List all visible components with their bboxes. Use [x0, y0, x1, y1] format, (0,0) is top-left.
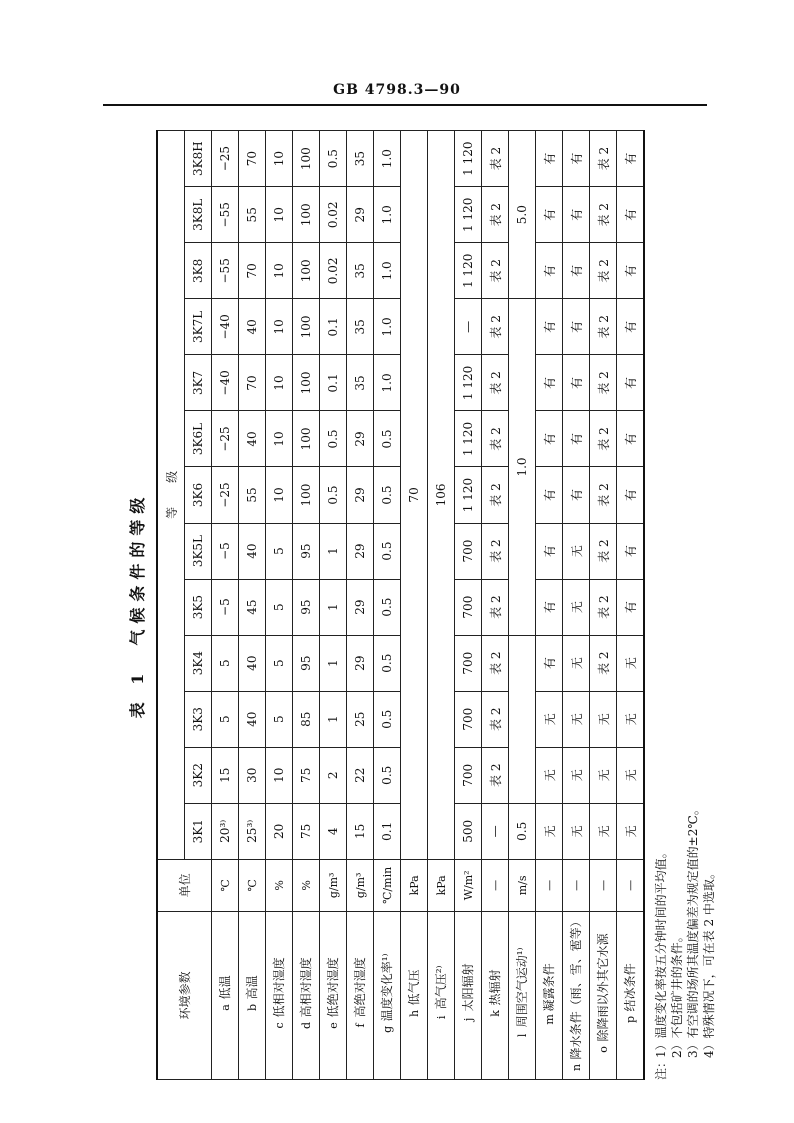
- value-cell: 5: [266, 579, 293, 635]
- grade-header-3k8: 3K8: [185, 243, 212, 299]
- grade-header-3k4: 3K4: [185, 635, 212, 691]
- value-cell: 40: [239, 635, 266, 691]
- param-name: 高相对湿度: [298, 957, 313, 1018]
- unit-cell: ℃: [212, 859, 239, 911]
- value-cell: 40: [239, 299, 266, 355]
- value-cell: 无: [617, 803, 645, 859]
- grade-header-3k5l: 3K5L: [185, 523, 212, 579]
- value-cell: 35: [347, 131, 374, 187]
- unit-cell: ℃: [239, 859, 266, 911]
- value-cell: 100: [293, 187, 320, 243]
- merged-value-cell: 70: [401, 131, 428, 860]
- value-cell: 0.5: [320, 131, 347, 187]
- value-cell: 0.02: [320, 243, 347, 299]
- table-row: [509, 131, 536, 1080]
- value-cell: 表 2: [482, 355, 509, 411]
- row-letter: m: [542, 1014, 556, 1025]
- value-cell: 表 2: [482, 747, 509, 803]
- value-cell: 表 2: [482, 131, 509, 187]
- value-cell: 无: [563, 523, 590, 579]
- row-letter: d: [299, 1021, 313, 1029]
- table-row: [617, 131, 645, 1080]
- value-cell: 35: [347, 299, 374, 355]
- standard-code-header: GB 4798.3—90: [333, 82, 461, 98]
- note-lead: 注：: [654, 1055, 668, 1080]
- value-cell: 有: [563, 411, 590, 467]
- value-cell: 10: [266, 131, 293, 187]
- table-row: [212, 131, 239, 1080]
- value-cell: 无: [590, 691, 617, 747]
- value-cell: 20³⁾: [212, 803, 239, 859]
- value-cell: 29: [347, 411, 374, 467]
- param-name: 高绝对湿度: [352, 957, 367, 1018]
- value-cell: 有: [617, 299, 645, 355]
- value-cell: 表 2: [590, 355, 617, 411]
- value-cell: 表 2: [590, 635, 617, 691]
- row-letter: l: [515, 1033, 529, 1038]
- table-row: [428, 131, 455, 1080]
- value-cell: 700: [455, 579, 482, 635]
- table-row: [563, 131, 590, 1080]
- value-cell: 有: [536, 131, 563, 187]
- value-cell: 1 120: [455, 355, 482, 411]
- value-cell: 5: [266, 635, 293, 691]
- param-name: 热辐射: [487, 969, 502, 1006]
- value-cell: 无: [617, 691, 645, 747]
- value-cell: 无: [563, 691, 590, 747]
- value-cell: 700: [455, 635, 482, 691]
- value-cell: −5: [212, 523, 239, 579]
- value-cell: 表 2: [482, 691, 509, 747]
- param-name: 低相对湿度: [271, 957, 286, 1018]
- value-cell: 0.5: [374, 523, 401, 579]
- value-cell: −25: [212, 411, 239, 467]
- value-cell: 1 120: [455, 131, 482, 187]
- value-cell: 有: [536, 523, 563, 579]
- param-name: 高温: [244, 975, 259, 1000]
- unit-cell: g/m³: [347, 859, 374, 911]
- grade-header-3k6: 3K6: [185, 467, 212, 523]
- value-cell: 1 120: [455, 187, 482, 243]
- param-name: 温度变化率¹⁾: [379, 953, 394, 1022]
- value-cell: 700: [455, 747, 482, 803]
- row-letter: f: [353, 1023, 367, 1028]
- value-cell: 15: [212, 747, 239, 803]
- value-cell: 35: [347, 355, 374, 411]
- value-cell: 75: [293, 803, 320, 859]
- value-cell: 95: [293, 523, 320, 579]
- value-cell: 1.0: [374, 243, 401, 299]
- value-cell: 有: [563, 131, 590, 187]
- param-cell: [374, 911, 401, 1079]
- value-cell: 无: [536, 691, 563, 747]
- climate-conditions-table: [156, 130, 645, 1080]
- value-cell: 无: [536, 803, 563, 859]
- value-cell: 15: [347, 803, 374, 859]
- param-name: 低绝对湿度: [325, 957, 340, 1018]
- blank-span-cell: [509, 635, 536, 803]
- value-cell: 55: [239, 467, 266, 523]
- value-cell: 85: [293, 691, 320, 747]
- value-cell: 5: [212, 691, 239, 747]
- value-cell: 100: [293, 467, 320, 523]
- value-cell: 1 120: [455, 411, 482, 467]
- value-cell: 有: [536, 187, 563, 243]
- header-rule: [103, 104, 707, 106]
- row-letter: e: [326, 1022, 340, 1029]
- value-cell: 无: [536, 747, 563, 803]
- value-cell: 有: [536, 411, 563, 467]
- unit-cell: kPa: [428, 859, 455, 911]
- param-cell: [455, 911, 482, 1079]
- value-cell: 70: [239, 243, 266, 299]
- value-cell: 95: [293, 579, 320, 635]
- unit-cell: —: [563, 859, 590, 911]
- value-cell: 10: [266, 299, 293, 355]
- value-cell: 29: [347, 523, 374, 579]
- value-cell: 10: [266, 747, 293, 803]
- value-cell: 45: [239, 579, 266, 635]
- value-cell: 表 2: [482, 411, 509, 467]
- param-name: 凝露条件: [541, 963, 556, 1012]
- param-cell: [536, 911, 563, 1079]
- value-cell: 表 2: [590, 467, 617, 523]
- table-row: [266, 131, 293, 1080]
- value-cell: 22: [347, 747, 374, 803]
- value-cell: 1 120: [455, 243, 482, 299]
- param-name: 太阳辐射: [460, 963, 475, 1012]
- value-cell: —: [482, 803, 509, 859]
- param-cell: [320, 911, 347, 1079]
- table-notes: [653, 130, 717, 1080]
- value-cell: 1.0: [374, 355, 401, 411]
- rotated-table-block: [120, 130, 716, 1080]
- param-cell: [401, 911, 428, 1079]
- row-letter: o: [596, 1046, 610, 1053]
- value-cell: 10: [266, 411, 293, 467]
- value-cell: 有: [536, 579, 563, 635]
- value-cell: 无: [563, 803, 590, 859]
- param-name: 周围空气运动¹⁾: [514, 947, 529, 1028]
- row-letter: b: [245, 1003, 259, 1011]
- unit-cell: kPa: [401, 859, 428, 911]
- table-row: [320, 131, 347, 1080]
- param-cell: [590, 911, 617, 1079]
- value-cell: 70: [239, 355, 266, 411]
- value-cell: 4: [320, 803, 347, 859]
- param-cell: [509, 911, 536, 1079]
- value-cell: 有: [536, 467, 563, 523]
- value-cell: 10: [266, 243, 293, 299]
- header-unit: 单位: [157, 859, 212, 911]
- table-row: [401, 131, 428, 1080]
- value-cell: 20: [266, 803, 293, 859]
- value-cell: 0.5: [374, 635, 401, 691]
- grade-header-3k1: 3K1: [185, 803, 212, 859]
- table-row: [536, 131, 563, 1080]
- param-cell: [428, 911, 455, 1079]
- unit-cell: %: [266, 859, 293, 911]
- value-cell: 75: [293, 747, 320, 803]
- value-cell: 700: [455, 523, 482, 579]
- grade-header-3k7l: 3K7L: [185, 299, 212, 355]
- value-cell: 表 2: [482, 467, 509, 523]
- param-cell: [617, 911, 645, 1079]
- value-cell: 无: [590, 747, 617, 803]
- value-cell: 有: [617, 187, 645, 243]
- value-cell: 有: [617, 131, 645, 187]
- row-letter: h: [407, 1009, 421, 1017]
- unit-cell: —: [482, 859, 509, 911]
- table-row: [293, 131, 320, 1080]
- value-cell: 5: [266, 523, 293, 579]
- grade-header-3k3: 3K3: [185, 691, 212, 747]
- value-cell: −40: [212, 299, 239, 355]
- param-cell: [482, 911, 509, 1079]
- note-text: 2）不包括矿井的条件。: [670, 930, 684, 1058]
- value-cell: −55: [212, 187, 239, 243]
- unit-cell: g/m³: [320, 859, 347, 911]
- value-cell: 5: [212, 635, 239, 691]
- value-cell: 35: [347, 243, 374, 299]
- value-cell: 1.0: [374, 187, 401, 243]
- param-cell: [293, 911, 320, 1079]
- param-name: 除降雨以外其它水源: [595, 933, 610, 1042]
- value-cell: 29: [347, 467, 374, 523]
- row-letter: a: [218, 1004, 232, 1011]
- value-cell: 有: [617, 355, 645, 411]
- value-cell: 有: [563, 355, 590, 411]
- value-cell: 表 2: [590, 131, 617, 187]
- row-letter: k: [488, 1010, 502, 1017]
- notes-list: [653, 130, 717, 1080]
- value-cell: 0.02: [320, 187, 347, 243]
- note-line: [701, 130, 717, 1080]
- value-cell: −25: [212, 131, 239, 187]
- value-cell: 10: [266, 355, 293, 411]
- note-text: 4）特殊情况下，可在表 2 中选取。: [702, 867, 716, 1058]
- note-line: [669, 130, 685, 1080]
- value-cell: 无: [563, 635, 590, 691]
- value-cell: −55: [212, 243, 239, 299]
- value-cell: 55: [239, 187, 266, 243]
- value-cell: 0.1: [374, 803, 401, 859]
- header-param: 环境参数: [157, 911, 212, 1079]
- value-cell: 29: [347, 635, 374, 691]
- grade-header-3k2: 3K2: [185, 747, 212, 803]
- row-letter: j: [461, 1017, 475, 1022]
- value-cell: 100: [293, 355, 320, 411]
- grade-header-3k8h: 3K8H: [185, 131, 212, 187]
- table-body: [212, 131, 645, 1080]
- value-cell: 表 2: [482, 579, 509, 635]
- value-cell: 1: [320, 579, 347, 635]
- value-cell: 100: [293, 243, 320, 299]
- value-cell: 29: [347, 579, 374, 635]
- value-cell: 表 2: [482, 299, 509, 355]
- value-cell: 表 2: [590, 523, 617, 579]
- note-line: [685, 130, 701, 1080]
- unit-cell: W/m²: [455, 859, 482, 911]
- merged-value-cell: 1.0: [509, 299, 536, 635]
- param-cell: [347, 911, 374, 1079]
- value-cell: 25³⁾: [239, 803, 266, 859]
- grade-header-3k5: 3K5: [185, 579, 212, 635]
- value-cell: 有: [563, 243, 590, 299]
- param-cell: [563, 911, 590, 1079]
- param-cell: [239, 911, 266, 1079]
- unit-cell: —: [617, 859, 645, 911]
- value-cell: 500: [455, 803, 482, 859]
- param-name: 降水条件（雨、雪、雹等）: [568, 915, 583, 1060]
- param-cell: [212, 911, 239, 1079]
- value-cell: 表 2: [590, 579, 617, 635]
- value-cell: 40: [239, 691, 266, 747]
- value-cell: 表 2: [482, 635, 509, 691]
- value-cell: 有: [617, 243, 645, 299]
- value-cell: 25: [347, 691, 374, 747]
- row-letter: c: [272, 1022, 286, 1029]
- value-cell: 30: [239, 747, 266, 803]
- value-cell: 有: [617, 411, 645, 467]
- value-cell: 1 120: [455, 467, 482, 523]
- value-cell: 表 2: [482, 187, 509, 243]
- value-cell: 0.5: [374, 467, 401, 523]
- table-row: [239, 131, 266, 1080]
- value-cell: 无: [563, 579, 590, 635]
- value-cell: 0.1: [320, 299, 347, 355]
- value-cell: 表 2: [590, 411, 617, 467]
- value-cell: 1: [320, 523, 347, 579]
- param-name: 高气压²⁾: [433, 965, 448, 1010]
- row-letter: i: [434, 1015, 448, 1020]
- value-cell: 1.0: [374, 131, 401, 187]
- value-cell: 10: [266, 467, 293, 523]
- value-cell: 10: [266, 187, 293, 243]
- value-cell: 有: [563, 187, 590, 243]
- table-row: [374, 131, 401, 1080]
- value-cell: 0.1: [320, 355, 347, 411]
- table-row: [590, 131, 617, 1080]
- value-cell: 有: [617, 579, 645, 635]
- value-cell: 95: [293, 635, 320, 691]
- unit-cell: ℃/min: [374, 859, 401, 911]
- value-cell: 100: [293, 131, 320, 187]
- value-cell: 2: [320, 747, 347, 803]
- value-cell: −40: [212, 355, 239, 411]
- value-cell: 有: [617, 523, 645, 579]
- value-cell: 0.5: [374, 579, 401, 635]
- param-name: 低气压: [406, 969, 421, 1006]
- grade-header-3k6l: 3K6L: [185, 411, 212, 467]
- value-cell: 0.5: [374, 411, 401, 467]
- value-cell: 有: [536, 355, 563, 411]
- note-text: 1）温度变化率按五分钟时间的平均值。: [654, 846, 668, 1058]
- value-cell: 有: [536, 635, 563, 691]
- grade-header-3k7: 3K7: [185, 355, 212, 411]
- value-cell: 表 2: [590, 243, 617, 299]
- table-row: [482, 131, 509, 1080]
- note-text: 3）有空调的场所其温度偏差为规定值的±2℃。: [686, 803, 700, 1058]
- value-cell: −5: [212, 579, 239, 635]
- value-cell: 0.5: [509, 803, 536, 859]
- value-cell: 有: [536, 243, 563, 299]
- value-cell: 700: [455, 691, 482, 747]
- merged-value-cell: 5.0: [509, 131, 536, 299]
- grade-header-3k8l: 3K8L: [185, 187, 212, 243]
- unit-cell: m/s: [509, 859, 536, 911]
- value-cell: 0.5: [374, 747, 401, 803]
- value-cell: —: [455, 299, 482, 355]
- value-cell: 有: [563, 299, 590, 355]
- value-cell: 1.0: [374, 299, 401, 355]
- value-cell: 5: [266, 691, 293, 747]
- value-cell: 0.5: [320, 411, 347, 467]
- row-letter: p: [623, 1015, 637, 1023]
- value-cell: 无: [617, 635, 645, 691]
- value-cell: 有: [617, 467, 645, 523]
- param-name: 结冰条件: [622, 963, 637, 1012]
- row-letter: n: [569, 1063, 583, 1071]
- header-grade-group: 等 级: [157, 131, 185, 860]
- row-letter: g: [380, 1025, 394, 1033]
- value-cell: 40: [239, 411, 266, 467]
- table-title: 表 1 气候条件的等级: [128, 491, 147, 719]
- value-cell: 29: [347, 187, 374, 243]
- value-cell: −25: [212, 467, 239, 523]
- unit-cell: —: [590, 859, 617, 911]
- value-cell: 有: [563, 467, 590, 523]
- value-cell: 有: [536, 299, 563, 355]
- value-cell: 100: [293, 299, 320, 355]
- param-name: 低温: [217, 975, 232, 1000]
- param-cell: [266, 911, 293, 1079]
- value-cell: 无: [617, 747, 645, 803]
- value-cell: 70: [239, 131, 266, 187]
- value-cell: 无: [563, 747, 590, 803]
- table-row: [455, 131, 482, 1080]
- value-cell: 100: [293, 411, 320, 467]
- value-cell: 表 2: [482, 243, 509, 299]
- unit-cell: %: [293, 859, 320, 911]
- value-cell: 1: [320, 635, 347, 691]
- note-line: [653, 130, 669, 1080]
- value-cell: 0.5: [374, 691, 401, 747]
- unit-cell: —: [536, 859, 563, 911]
- value-cell: 40: [239, 523, 266, 579]
- value-cell: 表 2: [482, 523, 509, 579]
- table-row: [347, 131, 374, 1080]
- value-cell: 1: [320, 691, 347, 747]
- value-cell: 无: [590, 803, 617, 859]
- merged-value-cell: 106: [428, 131, 455, 860]
- value-cell: 0.5: [320, 467, 347, 523]
- value-cell: 表 2: [590, 187, 617, 243]
- value-cell: 表 2: [590, 299, 617, 355]
